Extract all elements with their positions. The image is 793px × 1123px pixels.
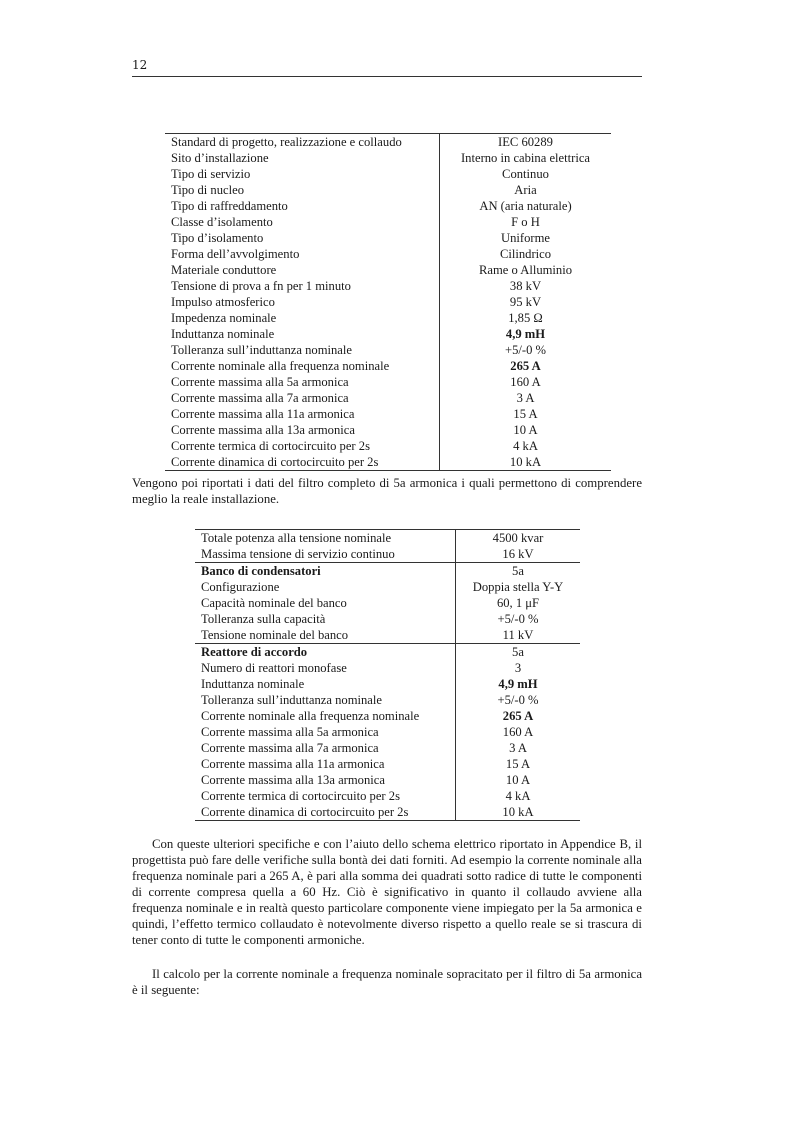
table-row <box>195 788 580 804</box>
row-label: Totale potenza alla tensione nominale <box>195 530 456 547</box>
row-label: Numero di reattori monofase <box>201 661 347 675</box>
table-row <box>195 579 580 595</box>
row-label: Configurazione <box>201 580 280 594</box>
row-label: Materiale conduttore <box>171 263 277 277</box>
table-section-row <box>195 644 580 661</box>
row-label: Corrente massima alla 7a armonica <box>171 391 349 405</box>
row-label: Corrente termica di cortocircuito per 2s <box>171 439 370 453</box>
table-row <box>195 660 580 676</box>
row-label: Corrente dinamica di cortocircuito per 2s <box>165 454 440 471</box>
row-label: Corrente massima alla 7a armonica <box>201 741 379 755</box>
filter-spec-table <box>195 529 580 821</box>
row-value: 10 A <box>456 772 581 788</box>
table-row <box>165 150 611 166</box>
section-heading: Reattore di accordo <box>195 644 456 661</box>
row-value: Doppia stella Y-Y <box>456 579 581 595</box>
row-value: Aria <box>440 182 612 198</box>
row-label: Corrente nominale alla frequenza nominale <box>201 709 420 723</box>
row-label: Corrente nominale alla frequenza nominale <box>171 359 390 373</box>
table-row <box>165 262 611 278</box>
row-label: Standard di progetto, realizzazione e collaudo <box>165 134 440 151</box>
body-paragraph: Il calcolo per la corrente nominale a frequenza nominale sopracitato per il filtro di 5a armonica è il seguente: <box>132 967 642 997</box>
row-label: Tolleranza sull’induttanza nominale <box>201 693 382 707</box>
table-row <box>195 530 580 547</box>
row-label: Corrente massima alla 5a armonica <box>201 725 379 739</box>
row-value: 10 kA <box>440 454 612 471</box>
table-row <box>165 198 611 214</box>
table-row <box>165 230 611 246</box>
row-label: Impulso atmosferico <box>171 295 275 309</box>
row-value: 3 <box>456 660 581 676</box>
row-label: Corrente massima alla 11a armonica <box>201 757 385 771</box>
table-row <box>165 246 611 262</box>
filter-intro-paragraph: Vengono poi riportati i dati del filtro completo di 5a armonica i quali permettono di comprendere meglio la reale installazione. <box>132 476 642 506</box>
row-label: Induttanza nominale <box>201 677 305 691</box>
table-row <box>165 342 611 358</box>
row-label: Forma dell’avvolgimento <box>171 247 300 261</box>
row-label: Tipo d’isolamento <box>171 231 264 245</box>
table-row <box>165 406 611 422</box>
row-value: Interno in cabina elettrica <box>440 150 612 166</box>
row-value: 5a <box>456 644 581 661</box>
row-value: +5/-0 % <box>440 342 612 358</box>
row-value: 3 A <box>440 390 612 406</box>
row-value: AN (aria naturale) <box>440 198 612 214</box>
table-row <box>195 756 580 772</box>
row-value: 4,9 mH <box>456 676 581 692</box>
table-row <box>165 358 611 374</box>
row-label: Corrente massima alla 11a armonica <box>171 407 355 421</box>
table-row <box>165 326 611 342</box>
row-value: 15 A <box>456 756 581 772</box>
table-row <box>195 595 580 611</box>
row-value: Rame o Alluminio <box>440 262 612 278</box>
row-label: Massima tensione di servizio continuo <box>201 547 395 561</box>
row-value: +5/-0 % <box>456 692 581 708</box>
table-row <box>195 804 580 821</box>
row-value: 265 A <box>440 358 612 374</box>
row-value: 1,85 Ω <box>440 310 612 326</box>
row-label: Tipo di raffreddamento <box>171 199 288 213</box>
row-label: Tensione nominale del banco <box>201 628 349 642</box>
row-label: Impedenza nominale <box>171 311 277 325</box>
table-row <box>195 740 580 756</box>
row-value: 15 A <box>440 406 612 422</box>
row-value: +5/-0 % <box>456 611 581 627</box>
row-value: Cilindrico <box>440 246 612 262</box>
table-row <box>165 166 611 182</box>
table-row <box>195 627 580 644</box>
row-label: Tolleranza sull’induttanza nominale <box>171 343 352 357</box>
row-value: 5a <box>456 563 581 580</box>
row-value: 3 A <box>456 740 581 756</box>
row-label: Classe d’isolamento <box>171 215 273 229</box>
table-row <box>195 708 580 724</box>
row-label: Induttanza nominale <box>171 327 275 341</box>
table-row <box>165 374 611 390</box>
row-label: Corrente massima alla 13a armonica <box>171 423 355 437</box>
reactor-spec-table <box>165 133 611 471</box>
row-label: Tensione di prova a fn per 1 minuto <box>171 279 351 293</box>
table-row <box>195 546 580 563</box>
table-row <box>165 182 611 198</box>
table-row <box>195 611 580 627</box>
row-value: 4,9 mH <box>440 326 612 342</box>
table-row <box>165 214 611 230</box>
table-section-row <box>195 563 580 580</box>
row-value: 4 kA <box>440 438 612 454</box>
table-row <box>195 772 580 788</box>
row-label: Sito d’installazione <box>171 151 269 165</box>
row-value: 4 kA <box>456 788 581 804</box>
section-heading: Banco di condensatori <box>195 563 456 580</box>
row-value: 160 A <box>440 374 612 390</box>
row-label: Corrente massima alla 13a armonica <box>201 773 385 787</box>
row-value: 95 kV <box>440 294 612 310</box>
table-row <box>165 390 611 406</box>
table-row <box>165 134 611 151</box>
row-value: Continuo <box>440 166 612 182</box>
table-row <box>195 676 580 692</box>
row-label: Corrente dinamica di cortocircuito per 2s <box>195 804 456 821</box>
table-row <box>165 454 611 471</box>
row-label: Tipo di nucleo <box>171 183 245 197</box>
row-label: Capacità nominale del banco <box>201 596 347 610</box>
row-value: Uniforme <box>440 230 612 246</box>
table-row <box>165 278 611 294</box>
row-value: IEC 60289 <box>440 134 612 151</box>
row-label: Corrente termica di cortocircuito per 2s <box>201 789 400 803</box>
table-row <box>195 724 580 740</box>
row-value: 10 kA <box>456 804 581 821</box>
row-value: 60, 1 μF <box>456 595 581 611</box>
row-label: Tolleranza sulla capacità <box>201 612 326 626</box>
row-value: 11 kV <box>456 627 581 644</box>
table-row <box>165 438 611 454</box>
page-number: 12 <box>132 58 148 72</box>
row-value: 16 kV <box>456 546 581 563</box>
row-value: 10 A <box>440 422 612 438</box>
table-row <box>195 692 580 708</box>
row-value: 4500 kvar <box>456 530 581 547</box>
row-label: Tipo di servizio <box>171 167 251 181</box>
table-row <box>165 294 611 310</box>
table-row <box>165 310 611 326</box>
row-label: Corrente massima alla 5a armonica <box>171 375 349 389</box>
page-header <box>132 58 642 77</box>
table-row <box>165 422 611 438</box>
row-value: F o H <box>440 214 612 230</box>
row-value: 160 A <box>456 724 581 740</box>
body-paragraph: Con queste ulteriori specifiche e con l’aiuto dello schema elettrico riportato in Appendice B, il progettista può fare delle verifiche sulla bontà dei dati forniti. Ad esempio la corrente nominale alla frequenza nominale pari a 265 A, è pari alla somma dei quadrati sotto radice di tutte le componenti di corrente compresa quella a 60 Hz. Ciò è significativo in quanto il collaudo avviene alla frequenza nominale e in realtà questo particolare componente viene impiegato per la 5a armonica e quindi, l’effetto termico collaudato è notevolmente diverso rispetto a quello reale se si trascura di tener conto di tutte le componenti armoniche. <box>132 837 642 947</box>
row-value: 265 A <box>456 708 581 724</box>
row-value: 38 kV <box>440 278 612 294</box>
